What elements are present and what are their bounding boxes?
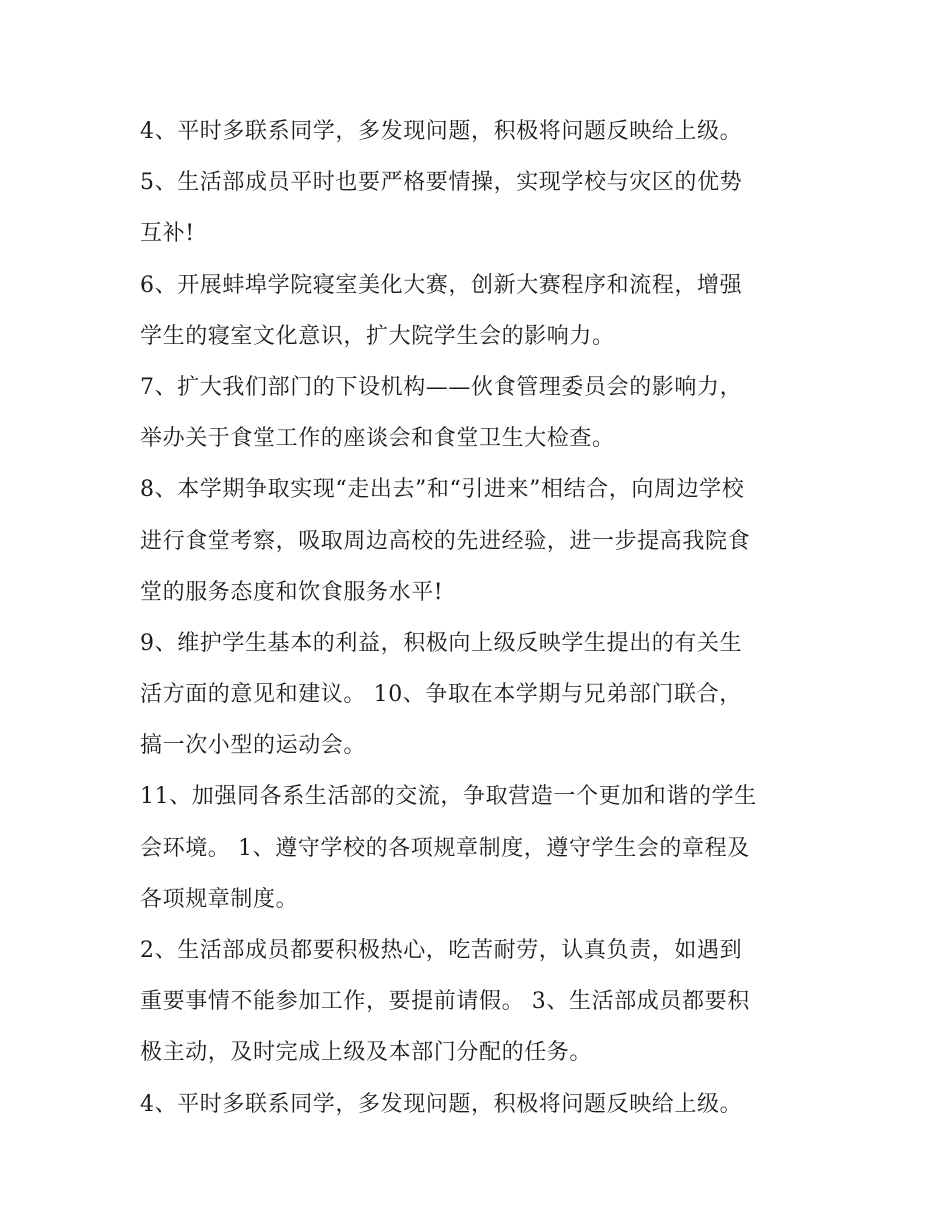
text-line: 堂的服务态度和饮食服务水平! [140,579,444,605]
text-line: 活方面的意见和建议。 10、争取在本学期与兄弟部门联合， [140,682,742,708]
text-line: 各项规章制度。 [140,886,299,912]
document-body [140,106,820,1130]
text-line: 学生的寝室文化意识，扩大院学生会的影响力。 [140,323,615,349]
text-line: 5、生活部成员平时也要严格要情操，实现学校与灾区的优势 [140,170,743,196]
text-line: 举办关于食堂工作的座谈会和食堂卫生大检查。 [140,426,615,452]
text-line: 8、本学期争取实现“走出去”和“引进来”相结合，向周边学校 [140,477,745,503]
text-line: 互补! [140,221,195,247]
text-line: 4、平时多联系同学，多发现问题，积极将问题反映给上级。 [140,119,743,144]
text-line: 极主动，及时完成上级及本部门分配的任务。 [140,1040,593,1066]
text-line: 搞一次小型的运动会。 [140,733,367,759]
text-line: 2、生活部成员都要积极热心，吃苦耐劳，认真负责，如遇到 [140,938,743,963]
text-line: 会环境。 1、遵守学校的各项规章制度，遵守学生会的章程及 [140,835,750,861]
text-line: 7、扩大我们部门的下设机构——伙食管理委员会的影响力， [140,374,743,400]
text-line: 进行食堂考察，吸取周边高校的先进经验，进一步提高我院食 [140,528,751,554]
text-line: 4、平时多联系同学，多发现问题，积极将问题反映给上级。 [140,1091,743,1117]
text-line: 9、维护学生基本的利益，积极向上级反映学生提出的有关生 [140,630,743,656]
text-line: 11、加强同各系生活部的交流，争取营造一个更加和谐的学生 [140,784,757,810]
text-line: 6、开展蚌埠学院寝室美化大赛，创新大赛程序和流程，增强 [140,272,743,298]
text-line: 重要事情不能参加工作，要提前请假。 3、生活部成员都要积 [140,989,750,1015]
